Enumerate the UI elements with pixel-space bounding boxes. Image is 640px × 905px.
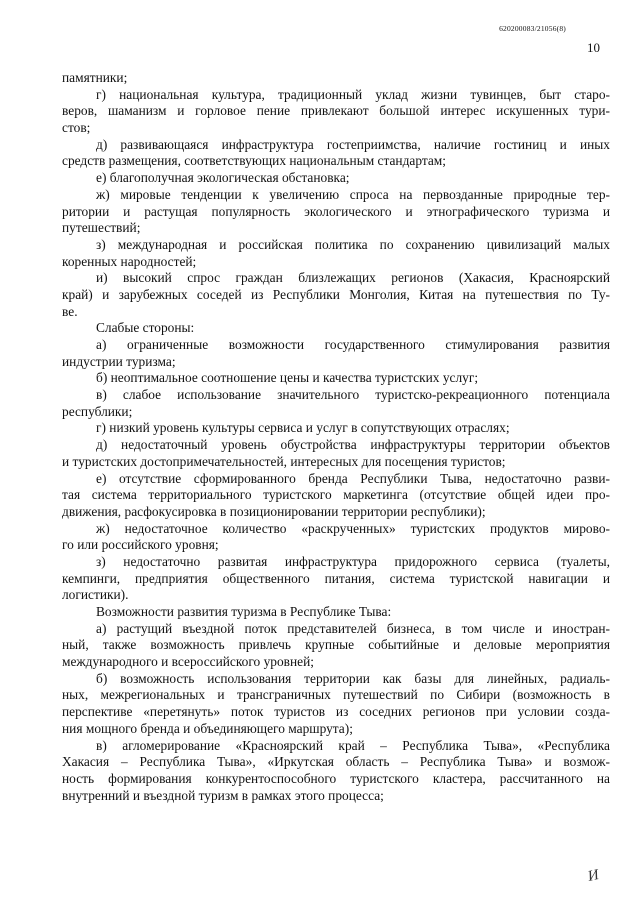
text-line: д) развивающаяся инфраструктура гостеприимства, наличие гостиниц и иных	[96, 136, 610, 152]
text-line: г) низкий уровень культуры сервиса и услуг в сопутствующих отраслях;	[96, 420, 510, 436]
text-line: ный, также возможность привлечь крупные событийные и деловые мероприятия	[62, 637, 610, 653]
text-line: з) недостаточно развитая инфраструктура придорожного сервиса (туалеты,	[96, 553, 610, 569]
text-line: международного и всероссийского уровней;	[62, 654, 314, 670]
text-line: средств размещения, соответствующих национальным стандартам;	[62, 153, 447, 169]
page-number: 10	[587, 40, 600, 55]
text-line: г) национальная культура, традиционный уклад жизни тувинцев, быт старо-	[96, 86, 610, 102]
text-line: ж) мировые тенденции к увеличению спроса на первозданные природные тер-	[96, 186, 610, 202]
handwritten-initial-mark: И	[586, 867, 601, 885]
text-line: тая система территориального туристского маркетинга (отсутствие общей идеи про-	[62, 487, 610, 503]
text-line: го или российского уровня;	[62, 537, 219, 553]
text-line: ж) недостаточное количество «раскрученных» туристских продуктов мирово-	[96, 520, 610, 536]
text-line: ритории и растущая популярность экологического и этнографического туризма и	[62, 203, 610, 219]
text-line: движения, расфокусировка в позиционировании территории республики);	[62, 503, 486, 519]
text-line: стов;	[62, 120, 91, 136]
text-line: в) слабое использование значительного туристско-рекреационного потенциала	[96, 387, 610, 403]
text-line: и) высокий спрос граждан близлежащих регионов (Хакасия, Красноярский	[96, 270, 610, 286]
text-line: е) благополучная экологическая обстановка;	[96, 170, 350, 186]
text-line: перспективе «перетянуть» поток туристов из соседних регионов при условии созда-	[62, 704, 610, 720]
text-line: д) недостаточный уровень обустройства инфраструктуры территории объектов	[96, 437, 610, 453]
document-body	[62, 70, 610, 804]
text-line: Хакасия – Республика Тыва», «Иркутская область – Республика Тыва» и возмож-	[62, 754, 610, 770]
text-line: край) и зарубежных соседей из Республики Монголия, Китая на путешествия по Ту-	[62, 286, 610, 302]
text-line: в) агломерирование «Красноярский край – Республика Тыва», «Республика	[96, 737, 610, 753]
section-heading: Слабые стороны:	[96, 320, 195, 336]
text-line: веров, шаманизм и горловое пение привлекают большой интерес искушенных тури-	[62, 103, 610, 119]
text-line: памятники;	[62, 70, 128, 85]
text-line: внутренний и въездной туризм в рамках этого процесса;	[62, 787, 384, 803]
text-line: кемпинги, предприятия общественного питания, система туристской навигации и	[62, 570, 610, 586]
text-line: ных, межрегиональных и трансграничных путешествий по Сибири (возможность в	[62, 687, 610, 703]
text-line: логистики).	[62, 587, 129, 603]
text-line: и туристских достопримечательностей, интересных для посещения туристов;	[62, 453, 506, 469]
text-line: а) ограниченные возможности государственного стимулирования развития	[96, 337, 610, 352]
section-heading: Возможности развития туризма в Республике Тыва:	[96, 604, 392, 619]
text-line: ность формирования конкурентоспособного туристского кластера, рассчитанного на	[62, 770, 610, 786]
text-line: коренных народностей;	[62, 253, 197, 269]
text-line: б) неоптимальное соотношение цены и качества туристских услуг;	[96, 370, 479, 386]
text-line: е) отсутствие сформированного бренда Республики Тыва, недостаточно разви-	[96, 470, 610, 486]
text-line: индустрии туризма;	[62, 353, 176, 369]
text-line: ния мощного бренда и объединяющего маршрута);	[62, 720, 353, 736]
text-line: республики;	[62, 403, 133, 419]
document-id: 620200083/21056(8)	[499, 24, 566, 33]
text-line: путешествий;	[62, 220, 141, 236]
text-line: а) растущий въездной поток представителей бизнеса, в том числе и иностран-	[96, 620, 610, 636]
text-line: ве.	[62, 303, 78, 319]
text-line: б) возможность использования территории как базы для линейных, радиаль-	[96, 670, 610, 686]
text-line: з) международная и российская политика по сохранению цивилизаций малых	[96, 236, 610, 252]
